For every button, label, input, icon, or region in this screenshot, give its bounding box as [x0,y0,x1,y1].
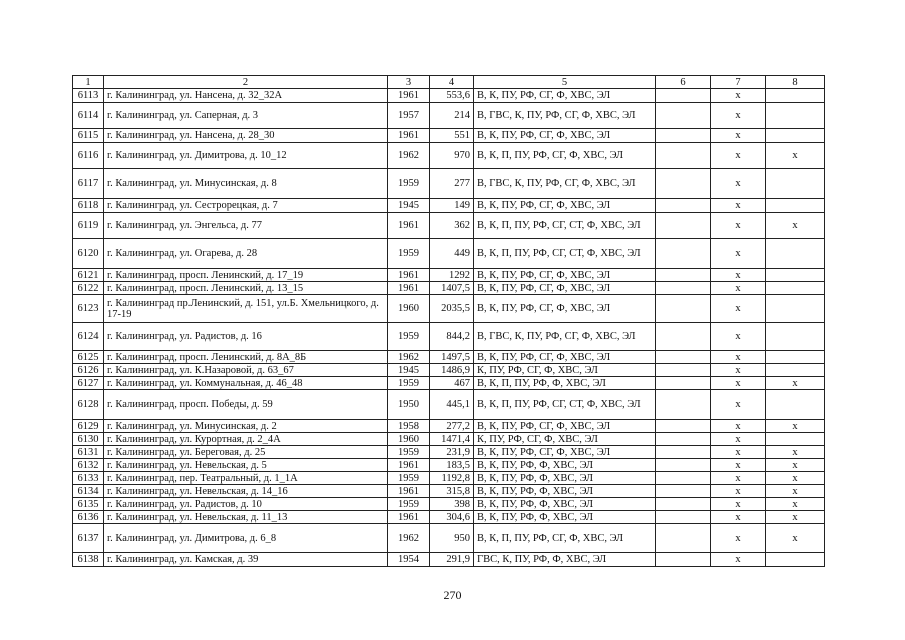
col8-mark-cell: х [766,143,825,169]
row-number: 6116 [73,143,104,169]
header-col-4: 4 [430,76,474,89]
year-cell: 1962 [388,143,430,169]
area-cell: 398 [430,498,474,511]
col7-mark-cell: х [711,323,766,351]
row-number: 6132 [73,459,104,472]
codes-cell: В, К, ПУ, РФ, Ф, ХВС, ЭЛ [474,472,656,485]
table-row [73,103,825,129]
table-row [73,553,825,567]
area-cell: 1497,5 [430,351,474,364]
address-cell: г. Калининград, просп. Ленинский, д. 17_19 [104,269,388,282]
col6-cell [656,351,711,364]
area-cell: 304,6 [430,511,474,524]
area-cell: 1292 [430,269,474,282]
year-cell: 1959 [388,377,430,390]
col8-mark-cell [766,199,825,213]
col7-mark-cell: х [711,169,766,199]
col6-cell [656,213,711,239]
codes-cell: В, К, ПУ, РФ, Ф, ХВС, ЭЛ [474,498,656,511]
year-cell: 1959 [388,169,430,199]
table-row [73,364,825,377]
address-cell: г. Калининград, ул. Невельская, д. 5 [104,459,388,472]
col7-mark-cell: х [711,239,766,269]
row-number: 6127 [73,377,104,390]
col7-mark-cell: х [711,269,766,282]
year-cell: 1962 [388,524,430,553]
col7-mark-cell: х [711,103,766,129]
col8-mark-cell [766,390,825,420]
header-col-3: 3 [388,76,430,89]
area-cell: 1471,4 [430,433,474,446]
col6-cell [656,433,711,446]
header-col-8: 8 [766,76,825,89]
col6-cell [656,524,711,553]
year-cell: 1959 [388,323,430,351]
address-cell: г. Калининград, ул. Нансена, д. 28_30 [104,129,388,143]
year-cell: 1959 [388,498,430,511]
header-col-7: 7 [711,76,766,89]
address-cell: г. Калининград, ул. Радистов, д. 16 [104,323,388,351]
row-number: 6123 [73,295,104,323]
header-row [73,76,825,89]
col8-mark-cell [766,351,825,364]
row-number: 6131 [73,446,104,459]
area-cell: 449 [430,239,474,269]
col7-mark-cell: х [711,364,766,377]
col6-cell [656,553,711,567]
address-cell: г. Калининград, ул. Минусинская, д. 8 [104,169,388,199]
area-cell: 291,9 [430,553,474,567]
table-row [73,295,825,323]
col8-mark-cell: х [766,472,825,485]
col7-mark-cell: х [711,143,766,169]
year-cell: 1961 [388,89,430,103]
area-cell: 553,6 [430,89,474,103]
year-cell: 1962 [388,351,430,364]
table-row [73,239,825,269]
col8-mark-cell [766,169,825,199]
col8-mark-cell [766,269,825,282]
table-body [73,89,825,567]
col6-cell [656,364,711,377]
codes-cell: В, К, П, ПУ, РФ, СГ, Ф, ХВС, ЭЛ [474,143,656,169]
row-number: 6135 [73,498,104,511]
area-cell: 551 [430,129,474,143]
col8-mark-cell: х [766,498,825,511]
area-cell: 1486,9 [430,364,474,377]
col7-mark-cell: х [711,553,766,567]
col8-mark-cell: х [766,485,825,498]
col6-cell [656,420,711,433]
col6-cell [656,472,711,485]
codes-cell: В, К, ПУ, РФ, СГ, Ф, ХВС, ЭЛ [474,446,656,459]
row-number: 6128 [73,390,104,420]
col7-mark-cell: х [711,459,766,472]
col6-cell [656,282,711,295]
row-number: 6130 [73,433,104,446]
codes-cell: В, К, П, ПУ, РФ, СГ, СТ, Ф, ХВС, ЭЛ [474,213,656,239]
col7-mark-cell: х [711,351,766,364]
address-cell: г. Калининград, ул. Минусинская, д. 2 [104,420,388,433]
codes-cell: В, К, ПУ, РФ, Ф, ХВС, ЭЛ [474,511,656,524]
col7-mark-cell: х [711,199,766,213]
year-cell: 1960 [388,295,430,323]
area-cell: 149 [430,199,474,213]
address-cell: г. Калининград, ул. Сестрорецкая, д. 7 [104,199,388,213]
area-cell: 2035,5 [430,295,474,323]
codes-cell: В, К, ПУ, РФ, Ф, ХВС, ЭЛ [474,485,656,498]
codes-cell: В, ГВС, К, ПУ, РФ, СГ, Ф, ХВС, ЭЛ [474,169,656,199]
col6-cell [656,103,711,129]
row-number: 6121 [73,269,104,282]
col7-mark-cell: х [711,433,766,446]
address-cell: г. Калининград, просп. Победы, д. 59 [104,390,388,420]
table-row [73,323,825,351]
col8-mark-cell [766,323,825,351]
row-number: 6124 [73,323,104,351]
codes-cell: В, К, ПУ, РФ, СГ, Ф, ХВС, ЭЛ [474,351,656,364]
row-number: 6117 [73,169,104,199]
table-row [73,89,825,103]
year-cell: 1957 [388,103,430,129]
area-cell: 950 [430,524,474,553]
col7-mark-cell: х [711,213,766,239]
year-cell: 1961 [388,459,430,472]
header-col-1: 1 [73,76,104,89]
area-cell: 315,8 [430,485,474,498]
row-number: 6138 [73,553,104,567]
year-cell: 1961 [388,511,430,524]
row-number: 6115 [73,129,104,143]
address-cell: г. Калининград, ул. К.Назаровой, д. 63_67 [104,364,388,377]
table-row [73,129,825,143]
address-cell: г. Калининград, ул. Энгельса, д. 77 [104,213,388,239]
table-row [73,377,825,390]
col6-cell [656,377,711,390]
address-cell: г. Калининград, ул. Димитрова, д. 10_12 [104,143,388,169]
col6-cell [656,239,711,269]
codes-cell: В, К, П, ПУ, РФ, СГ, СТ, Ф, ХВС, ЭЛ [474,390,656,420]
area-cell: 277 [430,169,474,199]
table-row [73,472,825,485]
table-row [73,498,825,511]
year-cell: 1945 [388,199,430,213]
codes-cell: В, К, ПУ, РФ, Ф, ХВС, ЭЛ [474,459,656,472]
col7-mark-cell: х [711,129,766,143]
col8-mark-cell [766,239,825,269]
year-cell: 1958 [388,420,430,433]
col8-mark-cell: х [766,511,825,524]
col6-cell [656,459,711,472]
address-cell: г. Калининград пр.Ленинский, д. 151, ул.Б. Хмельницкого, д. 17-19 [104,295,388,323]
table-row [73,282,825,295]
col6-cell [656,390,711,420]
row-number: 6122 [73,282,104,295]
row-number: 6119 [73,213,104,239]
col8-mark-cell [766,553,825,567]
area-cell: 445,1 [430,390,474,420]
row-number: 6120 [73,239,104,269]
year-cell: 1945 [388,364,430,377]
table-row [73,485,825,498]
col8-mark-cell: х [766,420,825,433]
address-cell: г. Калининград, ул. Береговая, д. 25 [104,446,388,459]
col8-mark-cell: х [766,459,825,472]
col7-mark-cell: х [711,511,766,524]
year-cell: 1961 [388,213,430,239]
row-number: 6126 [73,364,104,377]
codes-cell: К, ПУ, РФ, СГ, Ф, ХВС, ЭЛ [474,433,656,446]
header-col-2: 2 [104,76,388,89]
table-row [73,351,825,364]
address-cell: г. Калининград, ул. Нансена, д. 32_32А [104,89,388,103]
address-cell: г. Калининград, ул. Димитрова, д. 6_8 [104,524,388,553]
col8-mark-cell [766,433,825,446]
address-cell: г. Калининград, ул. Огарева, д. 28 [104,239,388,269]
codes-cell: В, К, ПУ, РФ, СГ, Ф, ХВС, ЭЛ [474,282,656,295]
col6-cell [656,89,711,103]
col6-cell [656,498,711,511]
col8-mark-cell [766,282,825,295]
col6-cell [656,129,711,143]
year-cell: 1961 [388,485,430,498]
table-row [73,420,825,433]
year-cell: 1959 [388,446,430,459]
year-cell: 1959 [388,472,430,485]
header-col-6: 6 [656,76,711,89]
area-cell: 1407,5 [430,282,474,295]
table-row [73,269,825,282]
address-cell: г. Калининград, ул. Коммунальная, д. 46_48 [104,377,388,390]
page-number: 270 [443,588,462,602]
table-row [73,390,825,420]
row-number: 6113 [73,89,104,103]
table-row [73,511,825,524]
address-cell: г. Калининград, просп. Ленинский, д. 8А_8Б [104,351,388,364]
codes-cell: В, ГВС, К, ПУ, РФ, СГ, Ф, ХВС, ЭЛ [474,323,656,351]
col6-cell [656,199,711,213]
table-row [73,169,825,199]
codes-cell: В, К, ПУ, РФ, СГ, Ф, ХВС, ЭЛ [474,295,656,323]
codes-cell: В, К, ПУ, РФ, СГ, Ф, ХВС, ЭЛ [474,199,656,213]
col6-cell [656,295,711,323]
col6-cell [656,323,711,351]
col8-mark-cell [766,295,825,323]
col8-mark-cell [766,89,825,103]
row-number: 6125 [73,351,104,364]
col7-mark-cell: х [711,420,766,433]
table-row [73,446,825,459]
address-cell: г. Калининград, пер. Театральный, д. 1_1А [104,472,388,485]
col7-mark-cell: х [711,485,766,498]
table-row [73,199,825,213]
header-col-5: 5 [474,76,656,89]
address-cell: г. Калининград, ул. Невельская, д. 11_13 [104,511,388,524]
col8-mark-cell: х [766,446,825,459]
area-cell: 277,2 [430,420,474,433]
col7-mark-cell: х [711,498,766,511]
housing-registry-table [72,75,825,567]
area-cell: 183,5 [430,459,474,472]
col6-cell [656,485,711,498]
address-cell: г. Калининград, ул. Курортная, д. 2_4А [104,433,388,446]
table-row [73,143,825,169]
table-row [73,524,825,553]
col7-mark-cell: х [711,446,766,459]
area-cell: 1192,8 [430,472,474,485]
codes-cell: К, ПУ, РФ, СГ, Ф, ХВС, ЭЛ [474,364,656,377]
col7-mark-cell: х [711,282,766,295]
codes-cell: В, К, П, ПУ, РФ, СГ, Ф, ХВС, ЭЛ [474,524,656,553]
col7-mark-cell: х [711,390,766,420]
address-cell: г. Калининград, просп. Ленинский, д. 13_15 [104,282,388,295]
table-row [73,433,825,446]
row-number: 6134 [73,485,104,498]
row-number: 6129 [73,420,104,433]
codes-cell: В, К, ПУ, РФ, СГ, Ф, ХВС, ЭЛ [474,269,656,282]
row-number: 6118 [73,199,104,213]
table-row [73,459,825,472]
year-cell: 1960 [388,433,430,446]
row-number: 6133 [73,472,104,485]
col6-cell [656,143,711,169]
col8-mark-cell [766,103,825,129]
col6-cell [656,269,711,282]
col6-cell [656,446,711,459]
col8-mark-cell: х [766,377,825,390]
col6-cell [656,169,711,199]
col7-mark-cell: х [711,524,766,553]
table-row [73,213,825,239]
codes-cell: ГВС, К, ПУ, РФ, Ф, ХВС, ЭЛ [474,553,656,567]
year-cell: 1961 [388,269,430,282]
area-cell: 970 [430,143,474,169]
codes-cell: В, К, ПУ, РФ, СГ, Ф, ХВС, ЭЛ [474,420,656,433]
year-cell: 1950 [388,390,430,420]
col7-mark-cell: х [711,295,766,323]
address-cell: г. Калининград, ул. Невельская, д. 14_16 [104,485,388,498]
year-cell: 1961 [388,129,430,143]
row-number: 6114 [73,103,104,129]
col7-mark-cell: х [711,472,766,485]
codes-cell: В, К, ПУ, РФ, СГ, Ф, ХВС, ЭЛ [474,129,656,143]
codes-cell: В, К, ПУ, РФ, СГ, Ф, ХВС, ЭЛ [474,89,656,103]
area-cell: 362 [430,213,474,239]
area-cell: 231,9 [430,446,474,459]
address-cell: г. Калининград, ул. Радистов, д. 10 [104,498,388,511]
codes-cell: В, ГВС, К, ПУ, РФ, СГ, Ф, ХВС, ЭЛ [474,103,656,129]
area-cell: 467 [430,377,474,390]
year-cell: 1954 [388,553,430,567]
col6-cell [656,511,711,524]
area-cell: 214 [430,103,474,129]
col8-mark-cell: х [766,213,825,239]
area-cell: 844,2 [430,323,474,351]
row-number: 6137 [73,524,104,553]
col7-mark-cell: х [711,377,766,390]
col8-mark-cell: х [766,524,825,553]
col8-mark-cell [766,364,825,377]
address-cell: г. Калининград, ул. Саперная, д. 3 [104,103,388,129]
col7-mark-cell: х [711,89,766,103]
address-cell: г. Калининград, ул. Камская, д. 39 [104,553,388,567]
codes-cell: В, К, П, ПУ, РФ, СГ, СТ, Ф, ХВС, ЭЛ [474,239,656,269]
year-cell: 1959 [388,239,430,269]
row-number: 6136 [73,511,104,524]
col8-mark-cell [766,129,825,143]
codes-cell: В, К, П, ПУ, РФ, Ф, ХВС, ЭЛ [474,377,656,390]
year-cell: 1961 [388,282,430,295]
